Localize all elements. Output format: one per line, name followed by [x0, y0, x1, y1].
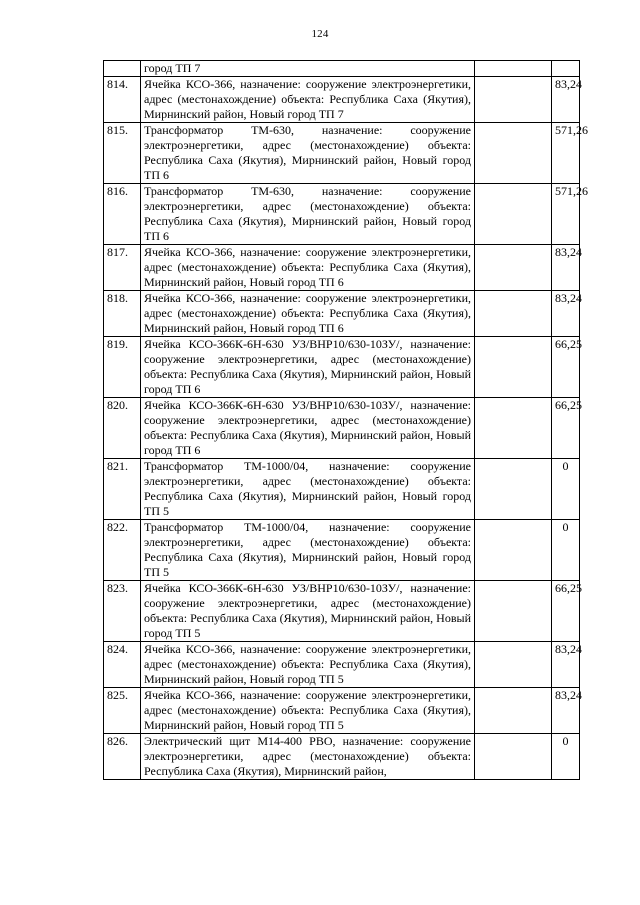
row-description: Ячейка КСО-366, назначение: сооружение электроэнергетики, адрес (местонахождение) объекта: Республика Саха (Якутия), Мирнинский район, Новый город ТП 5	[141, 642, 475, 688]
row-description: Ячейка КСО-366, назначение: сооружение электроэнергетики, адрес (местонахождение) объекта: Республика Саха (Якутия), Мирнинский район, Новый город ТП 7	[141, 77, 475, 123]
row-number: 825.	[104, 688, 141, 734]
table-row	[104, 734, 580, 780]
row-value: 66,25	[552, 337, 580, 398]
row-empty-cell	[475, 520, 552, 581]
row-empty-cell	[475, 398, 552, 459]
table-row-continuation	[104, 61, 580, 77]
row-description: Ячейка КСО-366, назначение: сооружение электроэнергетики, адрес (местонахождение) объекта: Республика Саха (Якутия), Мирнинский район, Новый город ТП 5	[141, 688, 475, 734]
row-description: Трансформатор ТМ-1000/04, назначение: сооружение электроэнергетики, адрес (местонахождение) объекта: Республика Саха (Якутия), Мирнинский район, Новый город ТП 5	[141, 459, 475, 520]
row-empty-cell	[475, 688, 552, 734]
row-value: 83,24	[552, 245, 580, 291]
row-value: 83,24	[552, 291, 580, 337]
row-number: 824.	[104, 642, 141, 688]
table-row	[104, 688, 580, 734]
row-value: 83,24	[552, 77, 580, 123]
row-empty-cell	[475, 61, 552, 77]
row-number: 817.	[104, 245, 141, 291]
row-number: 815.	[104, 123, 141, 184]
row-number: 822.	[104, 520, 141, 581]
row-empty-cell	[475, 123, 552, 184]
row-empty-cell	[475, 581, 552, 642]
row-description: Ячейка КСО-366К-6Н-630 УЗ/ВНР10/630-10ЗУ/, назначение: сооружение электроэнергетики, адрес (местонахождение) объекта: Республика Саха (Якутия), Мирнинский район, Новый город ТП 6	[141, 337, 475, 398]
table-row	[104, 291, 580, 337]
table-row	[104, 642, 580, 688]
table-row	[104, 123, 580, 184]
row-description: Ячейка КСО-366, назначение: сооружение электроэнергетики, адрес (местонахождение) объекта: Республика Саха (Якутия), Мирнинский район, Новый город ТП 6	[141, 245, 475, 291]
row-empty-cell	[475, 734, 552, 780]
row-value-cell	[552, 61, 580, 77]
row-description: Ячейка КСО-366, назначение: сооружение электроэнергетики, адрес (местонахождение) объекта: Республика Саха (Якутия), Мирнинский район, Новый город ТП 6	[141, 291, 475, 337]
row-number: 819.	[104, 337, 141, 398]
row-empty-cell	[475, 77, 552, 123]
row-value: 571,26	[552, 123, 580, 184]
row-description: Трансформатор ТМ-630, назначение: сооружение электроэнергетики, адрес (местонахождение) объекта: Республика Саха (Якутия), Мирнинский район, Новый город ТП 6	[141, 123, 475, 184]
row-value: 0	[552, 459, 580, 520]
row-number: 826.	[104, 734, 141, 780]
row-description: Трансформатор ТМ-1000/04, назначение: сооружение электроэнергетики, адрес (местонахождение) объекта: Республика Саха (Якутия), Мирнинский район, Новый город ТП 5	[141, 520, 475, 581]
row-empty-cell	[475, 337, 552, 398]
row-number: 821.	[104, 459, 141, 520]
row-value: 0	[552, 734, 580, 780]
row-description: город ТП 7	[141, 61, 475, 77]
row-empty-cell	[475, 245, 552, 291]
table-row	[104, 581, 580, 642]
property-table	[103, 60, 588, 780]
row-number: 816.	[104, 184, 141, 245]
row-value: 571,26	[552, 184, 580, 245]
property-table-body	[104, 61, 588, 780]
row-description: Электрический щит М14-400 РВО, назначение: сооружение электроэнергетики, адрес (местонахождение) объекта: Республика Саха (Якутия), Мирнинский район,	[141, 734, 475, 780]
row-empty-cell	[475, 459, 552, 520]
page-number: 124	[311, 28, 329, 40]
row-empty-cell	[475, 184, 552, 245]
row-number: 814.	[104, 77, 141, 123]
table-row	[104, 520, 580, 581]
row-empty-cell	[475, 291, 552, 337]
row-description: Трансформатор ТМ-630, назначение: сооружение электроэнергетики, адрес (местонахождение) объекта: Республика Саха (Якутия), Мирнинский район, Новый город ТП 6	[141, 184, 475, 245]
row-value: 66,25	[552, 398, 580, 459]
row-number: 823.	[104, 581, 141, 642]
row-number: 820.	[104, 398, 141, 459]
table-row	[104, 245, 580, 291]
row-value: 83,24	[552, 688, 580, 734]
row-description: Ячейка КСО-366К-6Н-630 УЗ/ВНР10/630-10ЗУ/, назначение: сооружение электроэнергетики, адрес (местонахождение) объекта: Республика Саха (Якутия), Мирнинский район, Новый город ТП 5	[141, 581, 475, 642]
table-row	[104, 184, 580, 245]
table-row	[104, 459, 580, 520]
row-number: 818.	[104, 291, 141, 337]
row-description: Ячейка КСО-366К-6Н-630 УЗ/ВНР10/630-10ЗУ/, назначение: сооружение электроэнергетики, адрес (местонахождение) объекта: Республика Саха (Якутия), Мирнинский район, Новый город ТП 6	[141, 398, 475, 459]
row-value: 0	[552, 520, 580, 581]
row-empty-cell	[475, 642, 552, 688]
row-value: 66,25	[552, 581, 580, 642]
table-row	[104, 77, 580, 123]
table-row	[104, 398, 580, 459]
table-row	[104, 337, 580, 398]
row-value: 83,24	[552, 642, 580, 688]
row-number-cell	[104, 61, 141, 77]
